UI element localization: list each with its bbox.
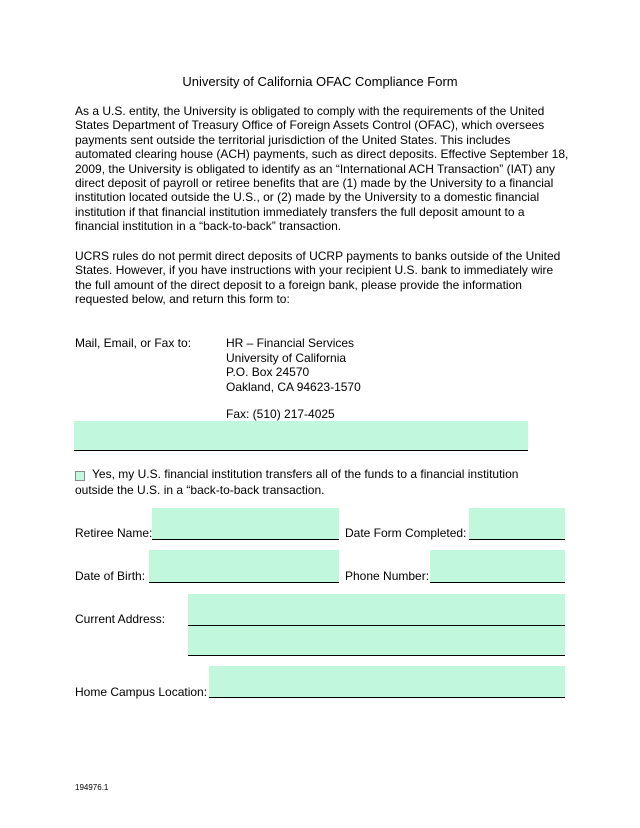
address-line-3: P.O. Box 24570: [226, 365, 310, 380]
mail-label: Mail, Email, or Fax to:: [75, 336, 192, 350]
date-completed-field[interactable]: [469, 508, 565, 540]
current-address-label: Current Address:: [75, 612, 166, 626]
phone-number-label: Phone Number:: [345, 569, 430, 583]
email-field[interactable]: [74, 421, 528, 451]
current-address-line-1-field[interactable]: [188, 594, 565, 626]
address-line-1: HR – Financial Services: [226, 336, 355, 350]
phone-number-field[interactable]: [430, 550, 565, 583]
fax-number: Fax: (510) 217-4025: [226, 407, 335, 421]
address-line-4: Oakland, CA 94623-1570: [226, 379, 361, 394]
ofac-explanation-paragraph: As a U.S. entity, the University is obligated to comply with the requirements of the United States Department of Treasury Office of Foreign Assets Control (OFAC), which oversees payments sent outside the territorial jurisdiction of the United States. This includes automated clearing house (ACH) payments, such as direct deposits. Effective September 18, 2009, the University is obligated to identify as an “International ACH Transaction” (IAT) any direct deposit of payroll or retiree benefits that are (1) made by the University to a financial institution located outside the U.S., or (2) made by the University to a domestic financial institution if that financial institution immediately transfers the full deposit amount to a financial institution in a “back-to-back” transaction.: [75, 104, 569, 234]
current-address-line-2-field[interactable]: [188, 626, 565, 656]
date-of-birth-label: Date of Birth:: [75, 569, 146, 583]
ucrs-rules-paragraph: UCRS rules do not permit direct deposits of UCRP payments to banks outside of the United States. However, if you have instructions with your recipient U.S. bank to immediately wire the full amount of the direct deposit to a foreign bank, please provide the information requested below, and return this form to:: [75, 249, 561, 307]
checkbox-label: Yes, my U.S. financial institution transfers all of the funds to a financial institution outside the U.S. in a “back-to-back transaction.: [75, 467, 519, 497]
date-of-birth-field[interactable]: [149, 550, 339, 583]
home-campus-label: Home Campus Location:: [75, 685, 208, 699]
mailing-address: [226, 336, 361, 394]
date-completed-label: Date Form Completed:: [345, 526, 467, 540]
retiree-name-field[interactable]: [152, 508, 339, 540]
form-title: University of California OFAC Compliance Form: [182, 74, 458, 89]
document-code: 194976.1: [75, 783, 109, 792]
retiree-name-label: Retiree Name:: [75, 526, 153, 540]
home-campus-field[interactable]: [209, 666, 565, 698]
address-line-2: University of California: [226, 350, 347, 365]
